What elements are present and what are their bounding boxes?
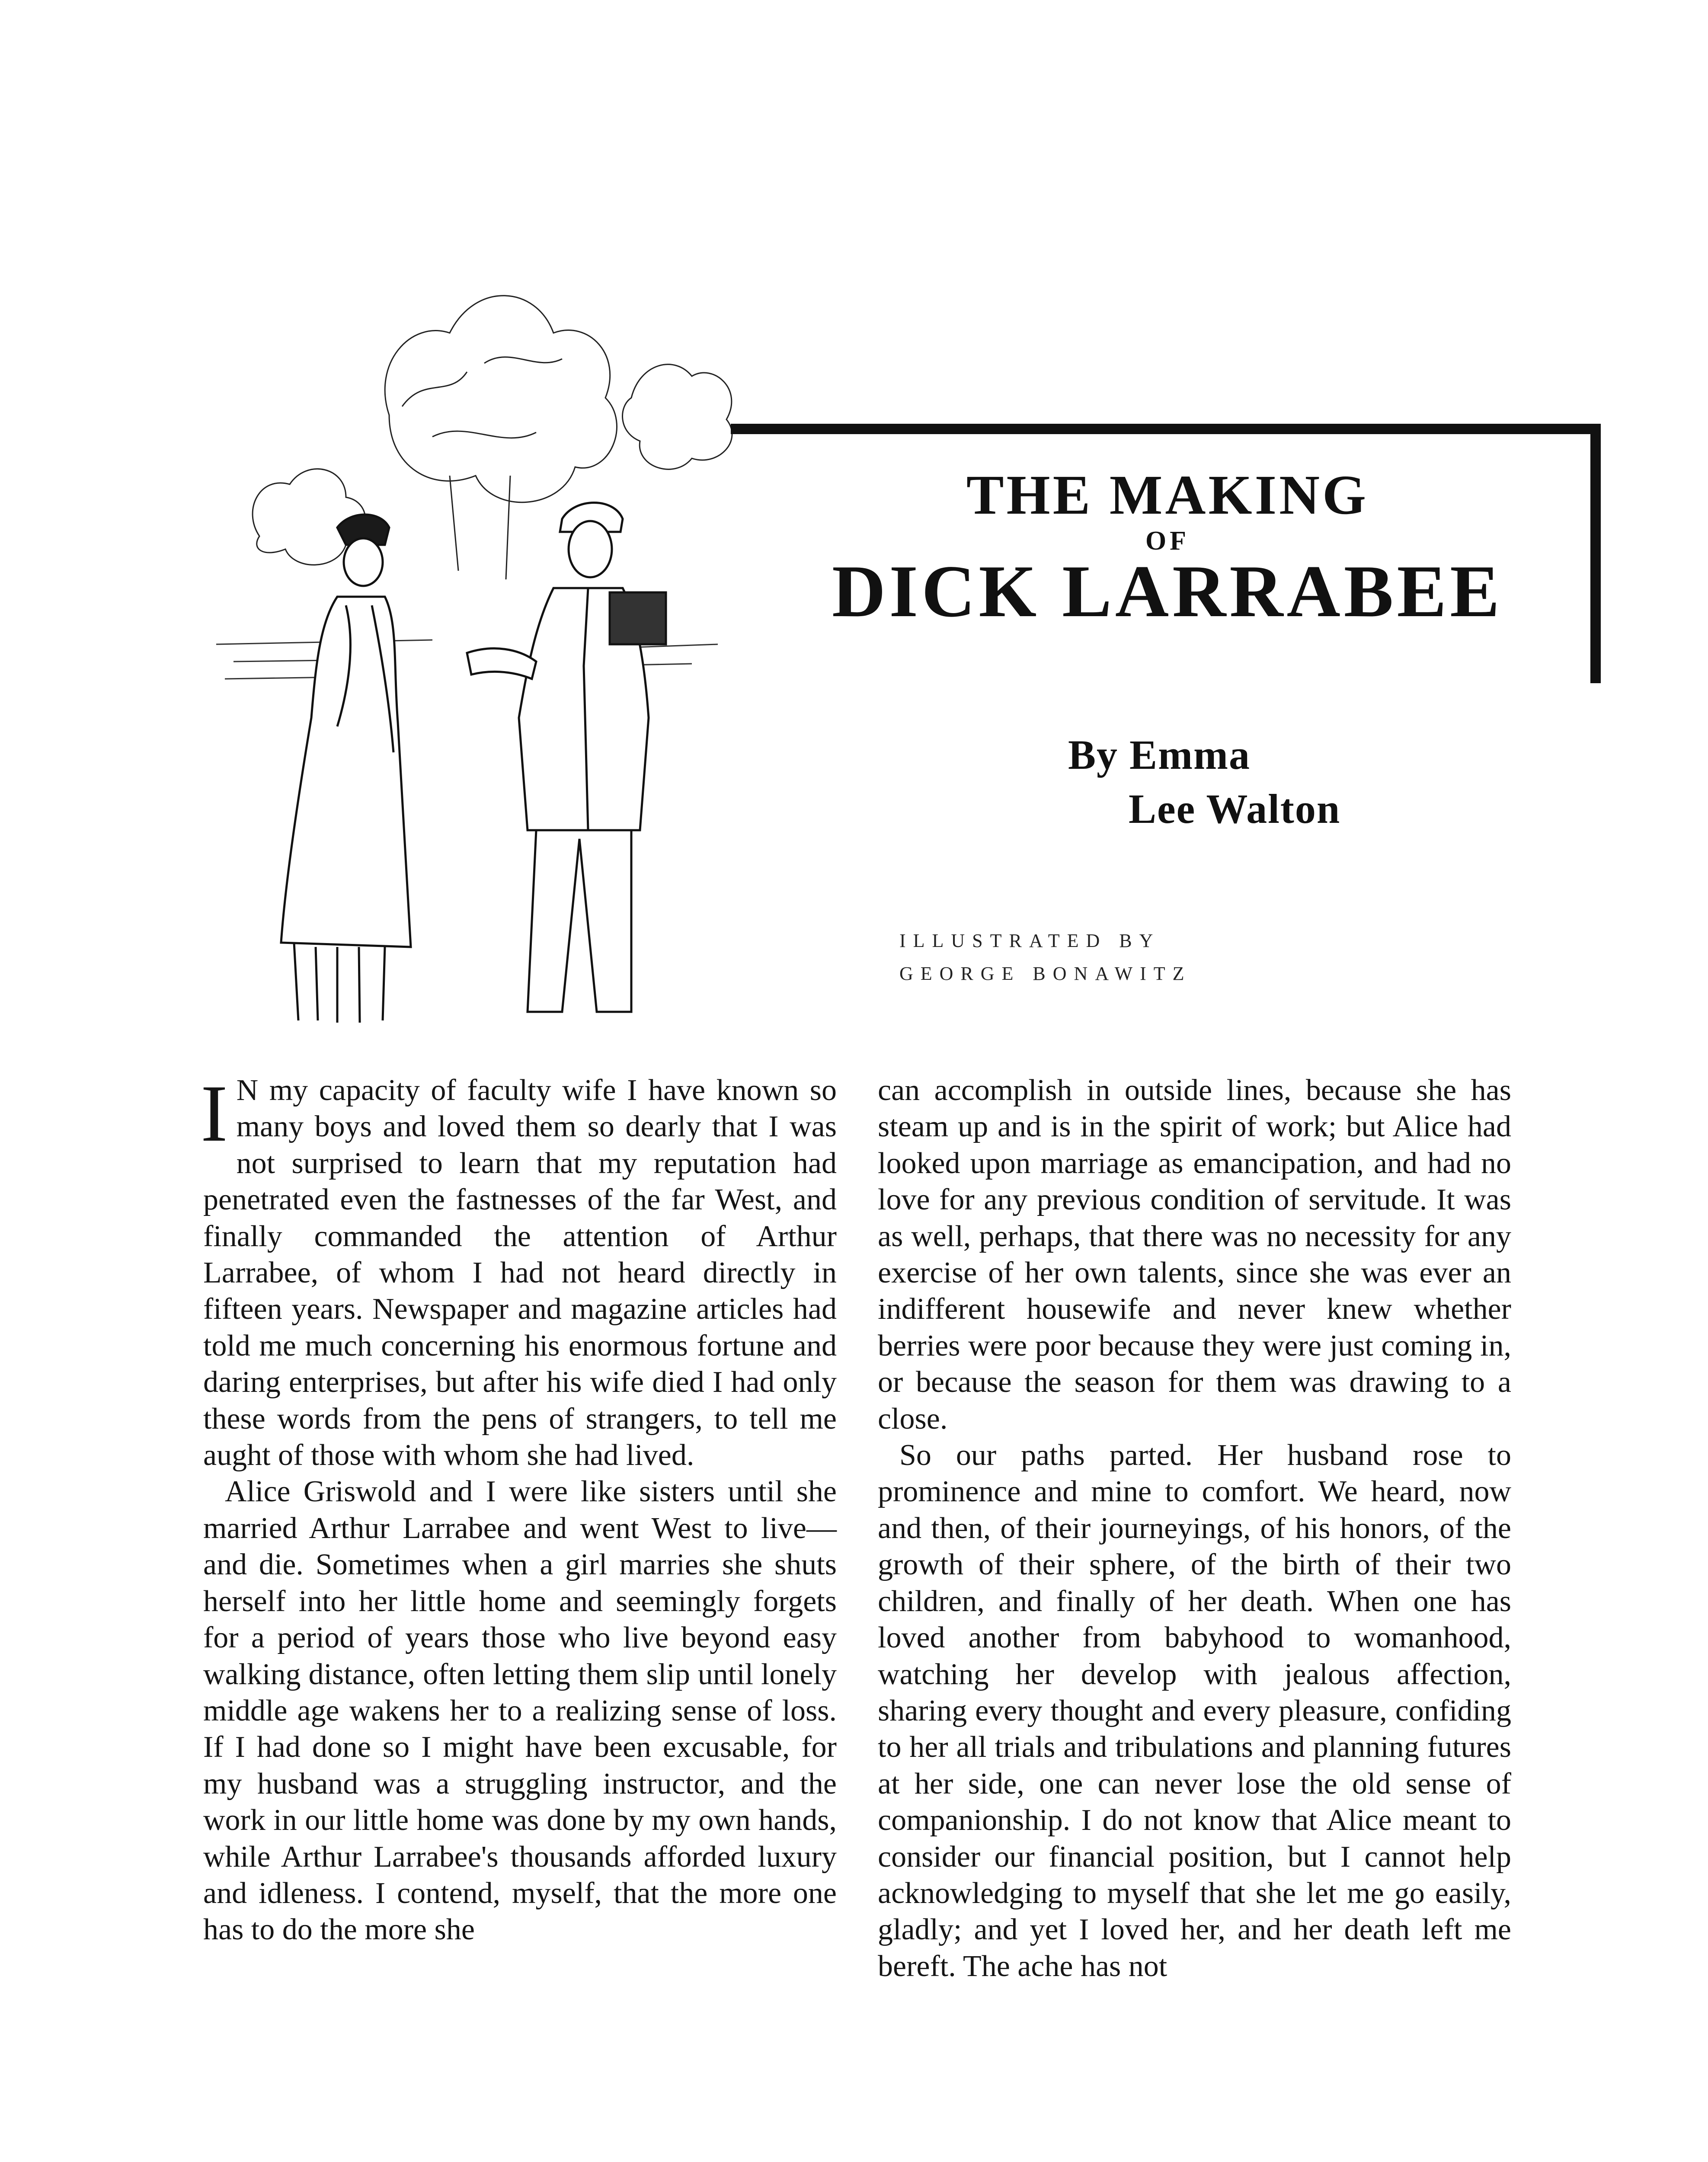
drop-cap: I: [201, 1068, 228, 1158]
text-column-left: [201, 1068, 837, 1948]
woman-figure: [281, 515, 411, 1023]
paragraph-text: N my capacity of faculty wife I have known so many boys and loved them so dearly that I was not surprised to learn that my reputation had penetrated even the fastnesses of the far West, and finally commanded the attention of Arthur Larrabee, of whom I had not heard directly in fifteen years. Newspaper and magazine articles had told me much concerning his enormous fortune and daring enterprises, but after his wife died I had only these words from the pens of strangers, to tell me aught of those with whom she had lived.: [203, 1074, 837, 1472]
paragraph: So our paths parted. Her husband rose to prominence and mine to comfort. We heard, now and then, of their journeyings, of his honors, of the growth of their sphere, of the birth of their two children, and finally of her death. When one has loved another from babyhood to womanhood, watching her develop with jealous affection, sharing every thought and every pleasure, confiding to her all trials and tribulations and planning futures at her side, one can never lose the old sense of companionship. I do not know that Alice meant to consider our financial position, but I cannot help acknowledging to myself that she let me go easily, gladly; and yet I loved her, and her death left me bereft. The ache has not: [878, 1439, 1511, 1983]
title-block: [731, 424, 1604, 692]
man-figure: [467, 503, 666, 1012]
paragraph: [201, 1068, 837, 1474]
title-line-2: DICK LARRABEE: [832, 550, 1503, 633]
byline-line-2: Lee Walton: [1129, 786, 1341, 832]
trees-background: [253, 296, 732, 579]
paragraph: can accomplish in outside lines, because she has steam up and is in the spirit of work; but Alice had looked upon marriage as emancipation, and had no love for any previous condition of servitude. It was as well, perhaps, that there was no necessity for any exercise of her own talents, since she was ever an indifferent housewife and never knew whether berries were poor because they were just coming in, or because the season for them was drawing to a close.: [878, 1074, 1511, 1436]
illustrator-credit-label: ILLUSTRATED BY: [899, 930, 1161, 951]
header-illustration: [208, 233, 770, 1038]
title-line-1: THE MAKING: [966, 464, 1369, 526]
paragraph: Alice Griswold and I were like sisters until she married Arthur Larrabee and went West to live—and die. Sometimes when a girl marries she shuts herself into her little home and seemingly forgets for a period of years those who live beyond easy walking distance, often letting them slip until lonely middle age wakens her to a realizing sense of loss. If I had done so I might have been excusable, for my husband was a struggling instructor, and the work in our little home was done by my own hands, while Arthur Larrabee's thousands afforded luxury and idleness. I contend, myself, that the more one has to do the more she: [203, 1475, 837, 1947]
text-column-right: [878, 1072, 1511, 1985]
illustrator-name: GEORGE BONAWITZ: [899, 963, 1192, 984]
byline-line-1: By Emma: [1068, 732, 1251, 778]
title-of: OF: [1145, 526, 1190, 556]
